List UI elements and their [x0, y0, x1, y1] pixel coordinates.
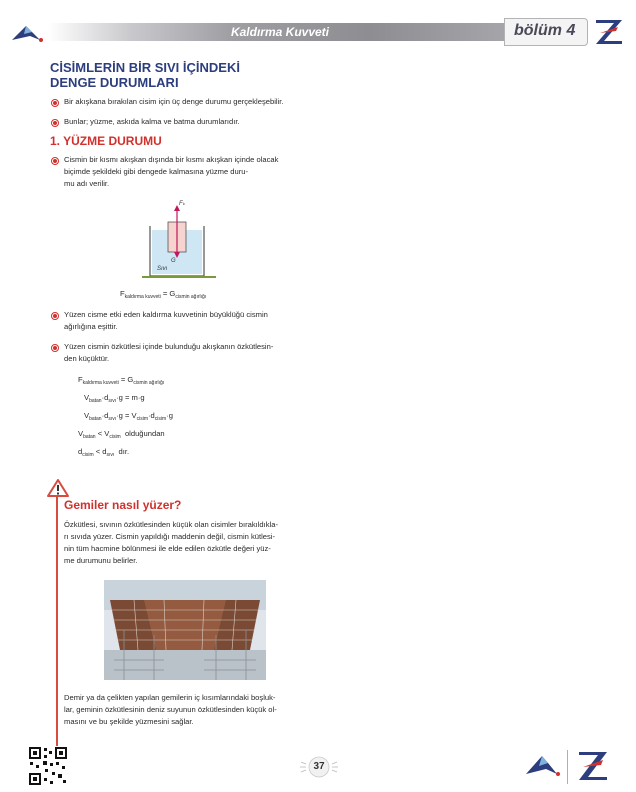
floating-text-1: mu adı verilir.: [64, 179, 110, 188]
floating-heading: 1. YÜZME DURUMU: [50, 134, 162, 148]
force-label-bottom: G: [171, 258, 176, 264]
callout-paragraph-2: lar, geminin özkütlesinin deniz suyunun özkütlesinden küçük ol-: [64, 705, 277, 714]
bullet-icon: [50, 98, 60, 108]
bullet-icon: [50, 311, 60, 321]
section-title-line2: DENGE DURUMLARI: [50, 75, 179, 90]
equation-3: $V_{batan}\cdot d_{sıvı}\cdot g = V_{cisim}\cdot d_{cisim}\cdot g$: [84, 411, 173, 422]
brand-z-icon: [592, 17, 626, 47]
bullet-icon: [50, 156, 60, 166]
floating-text-2: ağırlığına eşittir.: [64, 322, 118, 331]
floating-text-1: Cismin bir kısmı akışkan dışında bir kısmı akışkan içinde olacak: [64, 155, 279, 164]
floating-text-3: den küçüktür.: [64, 354, 110, 363]
floating-text-3: Yüzen cismin özkütlesi içinde bulunduğu akışkanın özkütlesin-: [64, 342, 274, 351]
callout-paragraph-1: rı sıvıda yüzer. Cismin yapıldığı maddenin değil, cismin kütlesi-: [64, 532, 276, 541]
equation-2: $V_{batan}\cdot d_{sıvı}\cdot g = m\cdot g$: [84, 393, 145, 404]
section-title-line1: CİSİMLERİN BİR SIVI İÇİNDEKİ: [50, 60, 240, 75]
equation-5: $d_{cisim} < d_{sıvı}$ dır.: [78, 447, 130, 458]
bullet-icon: [50, 118, 60, 128]
force-label-top: Fₖ: [179, 201, 186, 207]
brand-z-icon: [575, 748, 611, 784]
footer-divider: [567, 750, 568, 784]
intro-bullet-1: Bir akışkana bırakılan cisim için üç denge durumu gerçekleşebilir.: [64, 97, 284, 106]
qr-code-icon[interactable]: [28, 746, 68, 786]
callout-paragraph-1: me durumunu belirler.: [64, 556, 138, 565]
callout-paragraph-2: masını ve bu şekilde yüzmesini sağlar.: [64, 717, 194, 726]
floating-block-diagram: [140, 198, 220, 280]
callout-title: Gemiler nasıl yüzer?: [64, 498, 182, 512]
callout-paragraph-1: nin tüm hacmine bölünmesi ile elde edilen özkütle değeri yüz-: [64, 544, 271, 553]
floating-text-1: biçimde şekildeki gibi dengede kalmasına yüzme duru-: [64, 167, 249, 176]
bullet-icon: [50, 343, 60, 353]
warning-icon: [46, 478, 70, 498]
equation-4: $V_{batan} < V_{cisim}$ olduğundan: [78, 429, 165, 440]
intro-bullet-2: Bunlar; yüzme, askıda kalma ve batma durumlarıdır.: [64, 117, 240, 126]
figure-caption-equation: $F_{kaldırma kuvveti} = G_{cismin ağırlığı}$: [120, 289, 207, 300]
callout-paragraph-2: Demir ya da çelikten yapılan gemilerin iç kısımlarındaki boşluk-: [64, 693, 276, 702]
liquid-label: Sıvı: [157, 266, 168, 272]
publisher-logo-icon: [524, 750, 560, 780]
ship-construction-photo: [104, 580, 266, 680]
publisher-logo-icon: [10, 20, 44, 46]
callout-paragraph-1: Özkütlesi, sıvının özkütlesinden küçük olan cisimler bırakıldıkla-: [64, 520, 278, 529]
chapter-label: bölüm 4: [514, 22, 576, 39]
callout-rule: [56, 496, 58, 758]
header-title: Kaldırma Kuvveti: [230, 25, 330, 39]
equation-1: $F_{kaldırma kuvveti} = G_{cismin ağırlığı}$: [78, 375, 165, 386]
floating-text-2: Yüzen cisme etki eden kaldırma kuvvetinin büyüklüğü cismin: [64, 310, 268, 319]
page-number: 37: [313, 761, 325, 772]
